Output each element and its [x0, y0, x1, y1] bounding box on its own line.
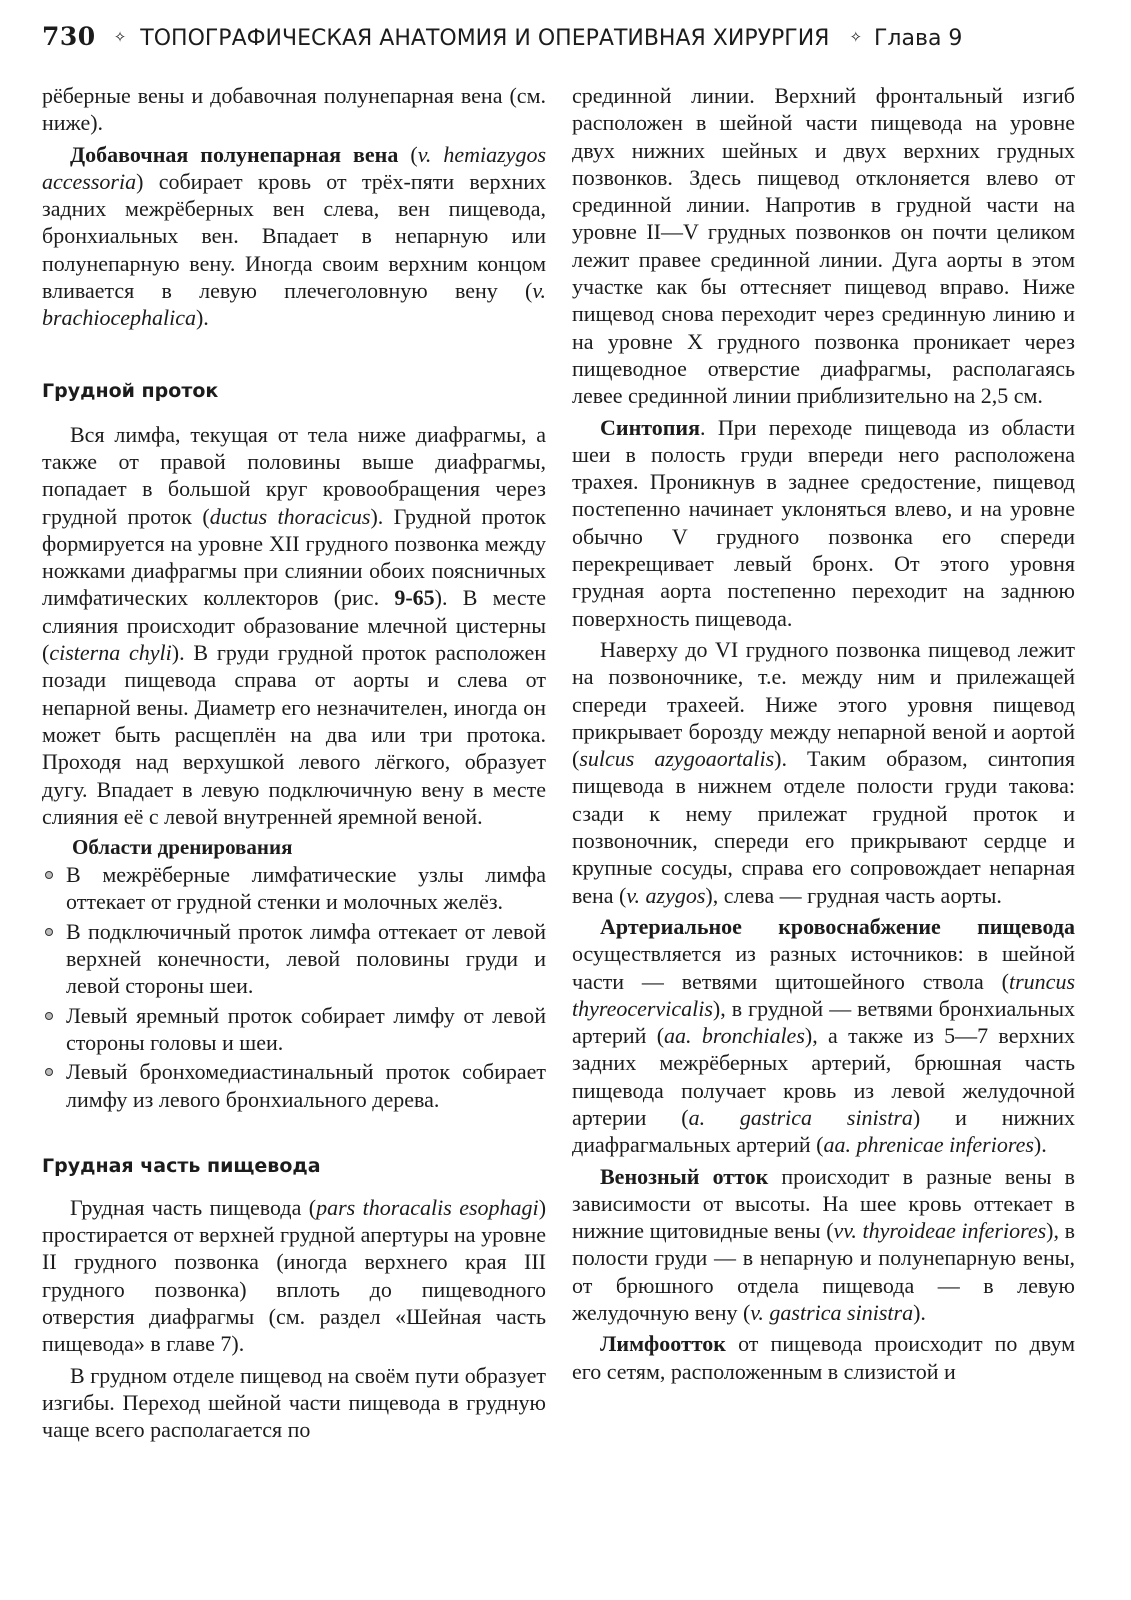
- text: ). Таким образом, синтопия пищевода в нижнем отделе полости груди такова: сзади к нему прилежат грудной проток и позвоночник, спереди его прикрывают сердце и крупные сосуды, справа его сопровождает непарная вена (: [572, 746, 1075, 908]
- paragraph-lymph-drainage: [572, 1330, 1075, 1385]
- drainage-list: [42, 861, 546, 1113]
- figure-ref: 9-65: [394, 585, 435, 611]
- text: ). В месте слияния происходит образование млечной цистерны (: [42, 585, 546, 666]
- paragraph: [42, 1362, 546, 1444]
- text: ), слева — грудная часть аорты.: [705, 882, 1002, 908]
- term-title: Добавочная полунепарная вена: [70, 141, 399, 167]
- latin-term: cisterna chyli: [49, 640, 172, 666]
- list-item-text: В межрёберные лимфатические узлы лимфа оттекает от грудной стенки и молочных желёз.: [66, 862, 546, 915]
- list-item: [42, 861, 546, 916]
- latin-term: v. hemiazygos accessoria: [42, 141, 546, 194]
- list-item-text: Левый яремный проток собирает лимфу от левой стороны головы и шеи.: [66, 1002, 546, 1055]
- paragraph-text: срединной линии. Верхний фронтальный изгиб расположен в шейной части пищевода на уровне двух нижних шейных и двух верхних грудных позвонков. Здесь пищевод отклоняется влево от срединной линии. Напротив в грудной части на уровне II—V грудных позвонков он почти целиком лежит правее срединной линии. Дуга аорты в этом участке как бы оттесняет пищевод вправо. Ниже пищевод снова переходит через срединную линию и на уровне X грудного позвонка проникает через пищеводное отверстие диафрагмы, располагаясь левее срединной линии приблизительно на 2,5 см.: [572, 83, 1075, 409]
- subheading: Области дренирования: [72, 835, 293, 860]
- latin-term: truncus thyreocervicalis: [572, 968, 1075, 1021]
- latin-term: aa. bronchiales: [664, 1023, 805, 1049]
- latin-term: a. gastrica sinistra: [688, 1104, 913, 1130]
- book-title: ТОПОГРАФИЧЕСКАЯ АНАТОМИЯ И ОПЕРАТИВНАЯ ХИРУРГИЯ: [140, 26, 830, 51]
- latin-term: v. brachiocephalica: [42, 278, 546, 331]
- text: Наверху до VI грудного позвонка пищевод лежит на позвоночнике, т.е. между ним и прилежащей спереди трахеей. Ниже этого уровня пищевод прикрывает борозду между непарной веной и аортой (: [572, 636, 1075, 772]
- paragraph-accessory-vein: [42, 141, 546, 332]
- paragraph-thoracic-duct: [42, 421, 546, 830]
- term-title: Лимфоотток: [600, 1331, 726, 1357]
- paragraph: [572, 82, 1075, 410]
- bullet-icon: [45, 1012, 53, 1020]
- paragraph: [572, 636, 1075, 909]
- latin-term: aa. phrenicae inferiores: [823, 1132, 1034, 1158]
- latin-term: v. azygos: [626, 882, 706, 908]
- term-title: Венозный отток: [600, 1163, 769, 1189]
- text: ).: [195, 305, 209, 331]
- text: ) собирает кровь от трёх-пяти верхних задних межрёберных вен слева, вен пищевода, бронхиальных вен. Впадает в непарную или полунепарную вену. Иногда своим верхним концом вливается в левую плечеголовную вену (: [42, 168, 546, 304]
- text: ).: [1033, 1132, 1047, 1158]
- text: происходит в разные вены в зависимости от высоты. На шее кровь оттекает в нижние щитовидные вены (: [572, 1163, 1075, 1244]
- latin-term: ductus thoracicus: [209, 503, 371, 529]
- text: Вся лимфа, текущая от тела ниже диафрагмы, а также от правой половины выше диафрагмы, попадает в большой круг кровообращения через грудной проток (: [42, 421, 546, 529]
- text: (: [398, 141, 418, 167]
- page-number: 730: [42, 22, 96, 51]
- list-item: [42, 1058, 546, 1113]
- list-item-text: В подключичный проток лимфа оттекает от левой верхней конечности, левой половины груди и левой стороны шеи.: [66, 918, 546, 999]
- text: ) простирается от верхней грудной апертуры на уровне II грудного позвонка (иногда верхнего края III грудного позвонка) вплоть до пищеводного отверстия диафрагмы (см. раздел «Шейная часть пищевода» в главе 7).: [42, 1194, 547, 1357]
- left-column: [42, 82, 546, 1447]
- paragraph-venous-drainage: [572, 1163, 1075, 1327]
- bullet-icon: [45, 928, 53, 936]
- text: ), а также из 5—7 верхних задних межрёберных артерий, брюшная часть пищевода получает кровь из левой желудочной артерии (: [572, 1023, 1075, 1130]
- list-item-text: Левый бронхомедиастинальный проток собирает лимфу из левого бронхиального дерева.: [66, 1059, 546, 1112]
- paragraph-esophagus: [42, 1194, 546, 1358]
- paragraph-text: В грудном отделе пищевод на своём пути образует изгибы. Переход шейной части пищевода в грудную чаще всего располагается по: [42, 1362, 546, 1443]
- latin-term: vv. thyroideae inferiores: [833, 1218, 1047, 1244]
- paragraph-arterial-supply: [572, 913, 1075, 1159]
- section-heading: Грудная часть пищевода: [42, 1154, 321, 1177]
- term-title: Артериальное кровоснабжение пищевода: [600, 913, 1075, 939]
- section-heading: Грудной проток: [42, 379, 219, 402]
- text: ). Грудной проток формируется на уровне XII грудного позвонка между ножками диафрагмы при слиянии обоих поясничных лимфатических коллекторов (рис.: [42, 503, 546, 611]
- text: ), в грудной — ветвями бронхиальных артерий (: [572, 995, 1075, 1049]
- chapter-label: Глава 9: [874, 26, 963, 51]
- text: ) и нижних диафрагмальных артерий (: [572, 1104, 1075, 1158]
- latin-term: v. gastrica sinistra: [750, 1300, 914, 1326]
- separator-icon: ✧: [113, 28, 127, 46]
- text: . При переходе пищевода из области шеи в полость груди впереди него расположена трахея. Проникнув в заднее средостение, пищевод постепенно начинает уклоняться влево, и на уровне обычно V грудного позвонка его спереди перекрещивает левый бронх. От этого уровня грудная аорта постепенно переходит на заднюю поверхность пищевода.: [572, 414, 1075, 631]
- latin-term: pars thoracalis esophagi: [316, 1194, 539, 1220]
- right-column: [572, 82, 1075, 1389]
- separator-icon: ✧: [849, 28, 863, 46]
- term-title: Синтопия: [600, 414, 701, 440]
- text: от пищевода происходит по двум его сетям, расположенным в слизистой и: [572, 1331, 1075, 1384]
- list-item: [42, 918, 546, 1000]
- text: ), в полости груди — в непарную и полунепарную вены, от брюшного отдела пищевода — в левую желудочную вену (: [572, 1218, 1075, 1326]
- text: Грудная часть пищевода (: [70, 1194, 317, 1220]
- text: ).: [913, 1300, 926, 1326]
- latin-term: sulcus azygoaortalis: [579, 746, 775, 772]
- running-header: [42, 22, 1082, 58]
- list-item: [42, 1002, 546, 1057]
- text: ). В груди грудной проток расположен позади пищевода справа от аорты и слева от непарной вены. Диаметр его незначителен, иногда он может быть расщеплён на два или три протока. Проходя над верхушкой левого лёгкого, образует дугу. Впадает в левую подключичную вену в месте слияния её с левой внутренней яремной веной.: [42, 640, 546, 829]
- bullet-icon: [45, 871, 53, 879]
- bullet-icon: [45, 1068, 53, 1076]
- paragraph-text: рёберные вены и добавочная полунепарная вена (см. ниже).: [42, 83, 546, 136]
- paragraph: [42, 82, 546, 137]
- text: осуществляется из разных источников: в шейной части — ветвями щитошейного ствола (: [572, 941, 1075, 994]
- paragraph-syntopy: [572, 414, 1075, 632]
